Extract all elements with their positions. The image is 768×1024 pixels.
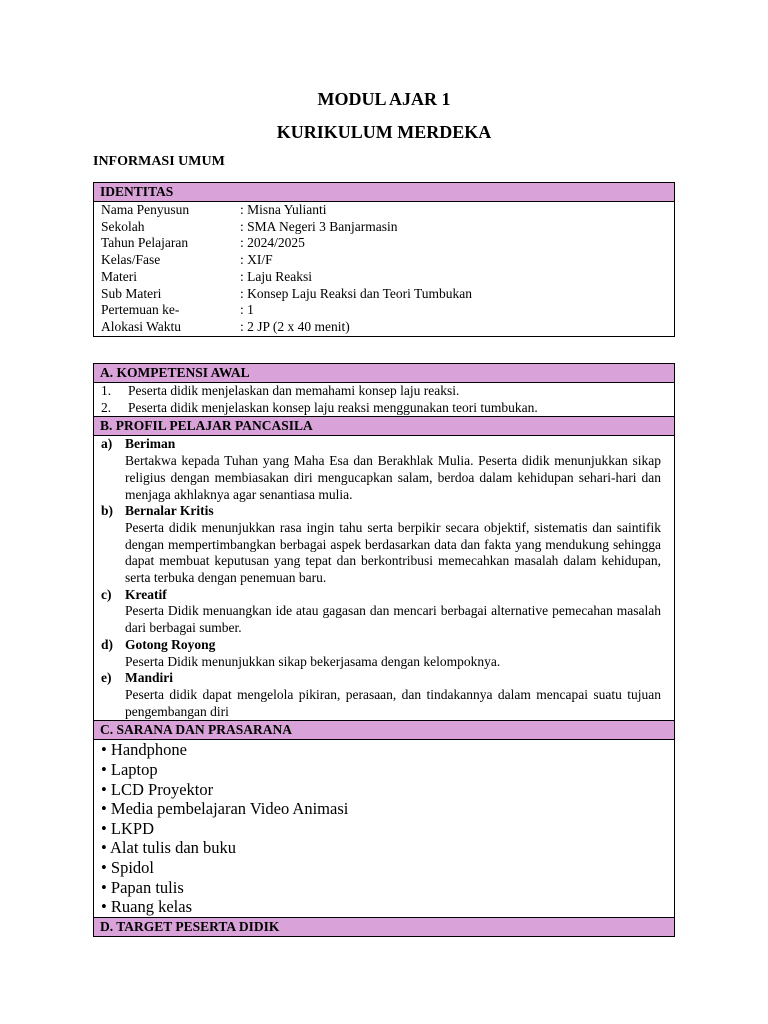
identitas-value: : XI/F [240, 252, 273, 268]
target-header: D. TARGET PESERTA DIDIK [94, 917, 675, 936]
identitas-label: Tahun Pelajaran [101, 235, 189, 251]
sarana-item: • Papan tulis [101, 877, 184, 897]
identitas-table [93, 182, 675, 337]
identitas-label: Pertemuan ke- [101, 302, 180, 318]
profil-item-name: Kreatif [125, 586, 167, 602]
identitas-label: Kelas/Fase [101, 252, 161, 268]
sarana-item: • LKPD [101, 818, 154, 838]
identitas-row [101, 286, 667, 303]
profil-item-body [125, 670, 661, 720]
profil-item-body [125, 637, 661, 670]
identitas-row [101, 302, 667, 319]
profil-item [98, 503, 661, 587]
kompetensi-item-number: 2. [101, 399, 112, 415]
kompetensi-item-text: Peserta didik menjelaskan konsep laju reaksi menggunakan teori tumbukan. [128, 399, 538, 415]
profil-item [98, 587, 661, 637]
profil-item-description: Peserta didik menunjukkan rasa ingin tahu serta berpikir secara objektif, sistematis dan saintifik dengan mempertimbangkan berbagai aspek berdasarkan data dan fakta yang mendukung sehingga dapat membuat keputusan yang tepat dan berkontribusi memecahkan masalah dalam kehidupan, serta terbuka dengan penemuan baru. [125, 519, 661, 586]
section-heading: INFORMASI UMUM [93, 154, 225, 169]
identitas-value: : 2024/2025 [240, 235, 305, 251]
sarana-header: C. SARANA DAN PRASARANA [94, 721, 675, 740]
identitas-label: Sekolah [101, 218, 145, 234]
identitas-value: : Laju Reaksi [240, 268, 312, 284]
document-subtitle: KURIKULUM MERDEKA [276, 122, 492, 142]
sarana-list [98, 740, 667, 916]
profil-item-body [125, 503, 661, 587]
profil-pelajar-header: B. PROFIL PELAJAR PANCASILA [94, 417, 675, 436]
identitas-rows [101, 202, 667, 336]
identitas-label: Alokasi Waktu [101, 318, 182, 334]
kompetensi-awal-header: A. KOMPETENSI AWAL [94, 364, 675, 383]
identitas-label: Materi [101, 268, 137, 284]
profil-item-letter: d) [101, 636, 114, 652]
profil-item-letter: b) [101, 503, 114, 519]
identitas-value: : 1 [240, 302, 254, 318]
profil-item-letter: e) [101, 670, 112, 686]
identitas-label: Sub Materi [101, 285, 162, 301]
identitas-value: : Misna Yulianti [240, 202, 327, 217]
profil-item-name: Gotong Royong [125, 636, 216, 652]
profil-item-description: Peserta Didik menuangkan ide atau gagasan dan mencari berbagai alternative pemecahan masalah dari berbagai sumber. [125, 603, 661, 636]
identitas-row [101, 235, 667, 252]
sarana-item: • Handphone [101, 740, 187, 760]
identitas-value: : Konsep Laju Reaksi dan Teori Tumbukan [240, 285, 473, 301]
kompetensi-item-text: Peserta didik menjelaskan dan memahami konsep laju reaksi. [128, 383, 460, 398]
sarana-item: • Ruang kelas [101, 897, 193, 917]
sarana-item: • LCD Proyektor [101, 779, 214, 799]
profil-item-body [125, 436, 661, 503]
kompetensi-awal-list [98, 383, 667, 416]
identitas-value: : 2 JP (2 x 40 menit) [240, 318, 350, 334]
components-table [93, 363, 675, 937]
document-title: MODUL AJAR 1 [317, 89, 451, 109]
profil-item-letter: a) [101, 436, 113, 452]
sarana-item: • Media pembelajaran Video Animasi [101, 799, 349, 819]
identitas-header: IDENTITAS [94, 183, 675, 202]
profil-item-name: Bernalar Kritis [125, 503, 214, 519]
profil-item [98, 670, 661, 720]
identitas-row [101, 319, 667, 336]
identitas-row [101, 269, 667, 286]
identitas-label: Nama Penyusun [101, 202, 190, 217]
kompetensi-item [98, 383, 667, 400]
kompetensi-item-number: 1. [101, 383, 112, 398]
profil-item [98, 436, 661, 503]
identitas-row [101, 219, 667, 236]
profil-item-name: Mandiri [125, 670, 174, 686]
profil-item [98, 637, 661, 670]
profil-item-letter: c) [101, 586, 112, 602]
identitas-value: : SMA Negeri 3 Banjarmasin [240, 218, 398, 234]
profil-pelajar-list [98, 436, 661, 720]
sarana-item: • Laptop [101, 759, 158, 779]
sarana-item: • Alat tulis dan buku [101, 838, 237, 858]
profil-item-description: Peserta didik dapat mengelola pikiran, perasaan, dan tindakannya dalam mencapai suatu tujuan pengembangan diri [125, 686, 661, 719]
profil-item-description: Bertakwa kepada Tuhan yang Maha Esa dan Berakhlak Mulia. Peserta didik menunjukkan sikap religius dengan membiasakan diri mengucapkan salam, berdoa dalam kehidupan sehari-hari dan menjaga akhlaknya agar senantiasa mulia. [125, 453, 661, 502]
identitas-row [101, 252, 667, 269]
identitas-row [101, 202, 667, 219]
profil-item-body [125, 587, 661, 637]
kompetensi-item [98, 400, 667, 417]
profil-item-name: Beriman [125, 436, 176, 452]
profil-item-description: Peserta Didik menunjukkan sikap bekerjasama dengan kelompoknya. [125, 653, 501, 669]
sarana-item: • Spidol [101, 857, 154, 877]
